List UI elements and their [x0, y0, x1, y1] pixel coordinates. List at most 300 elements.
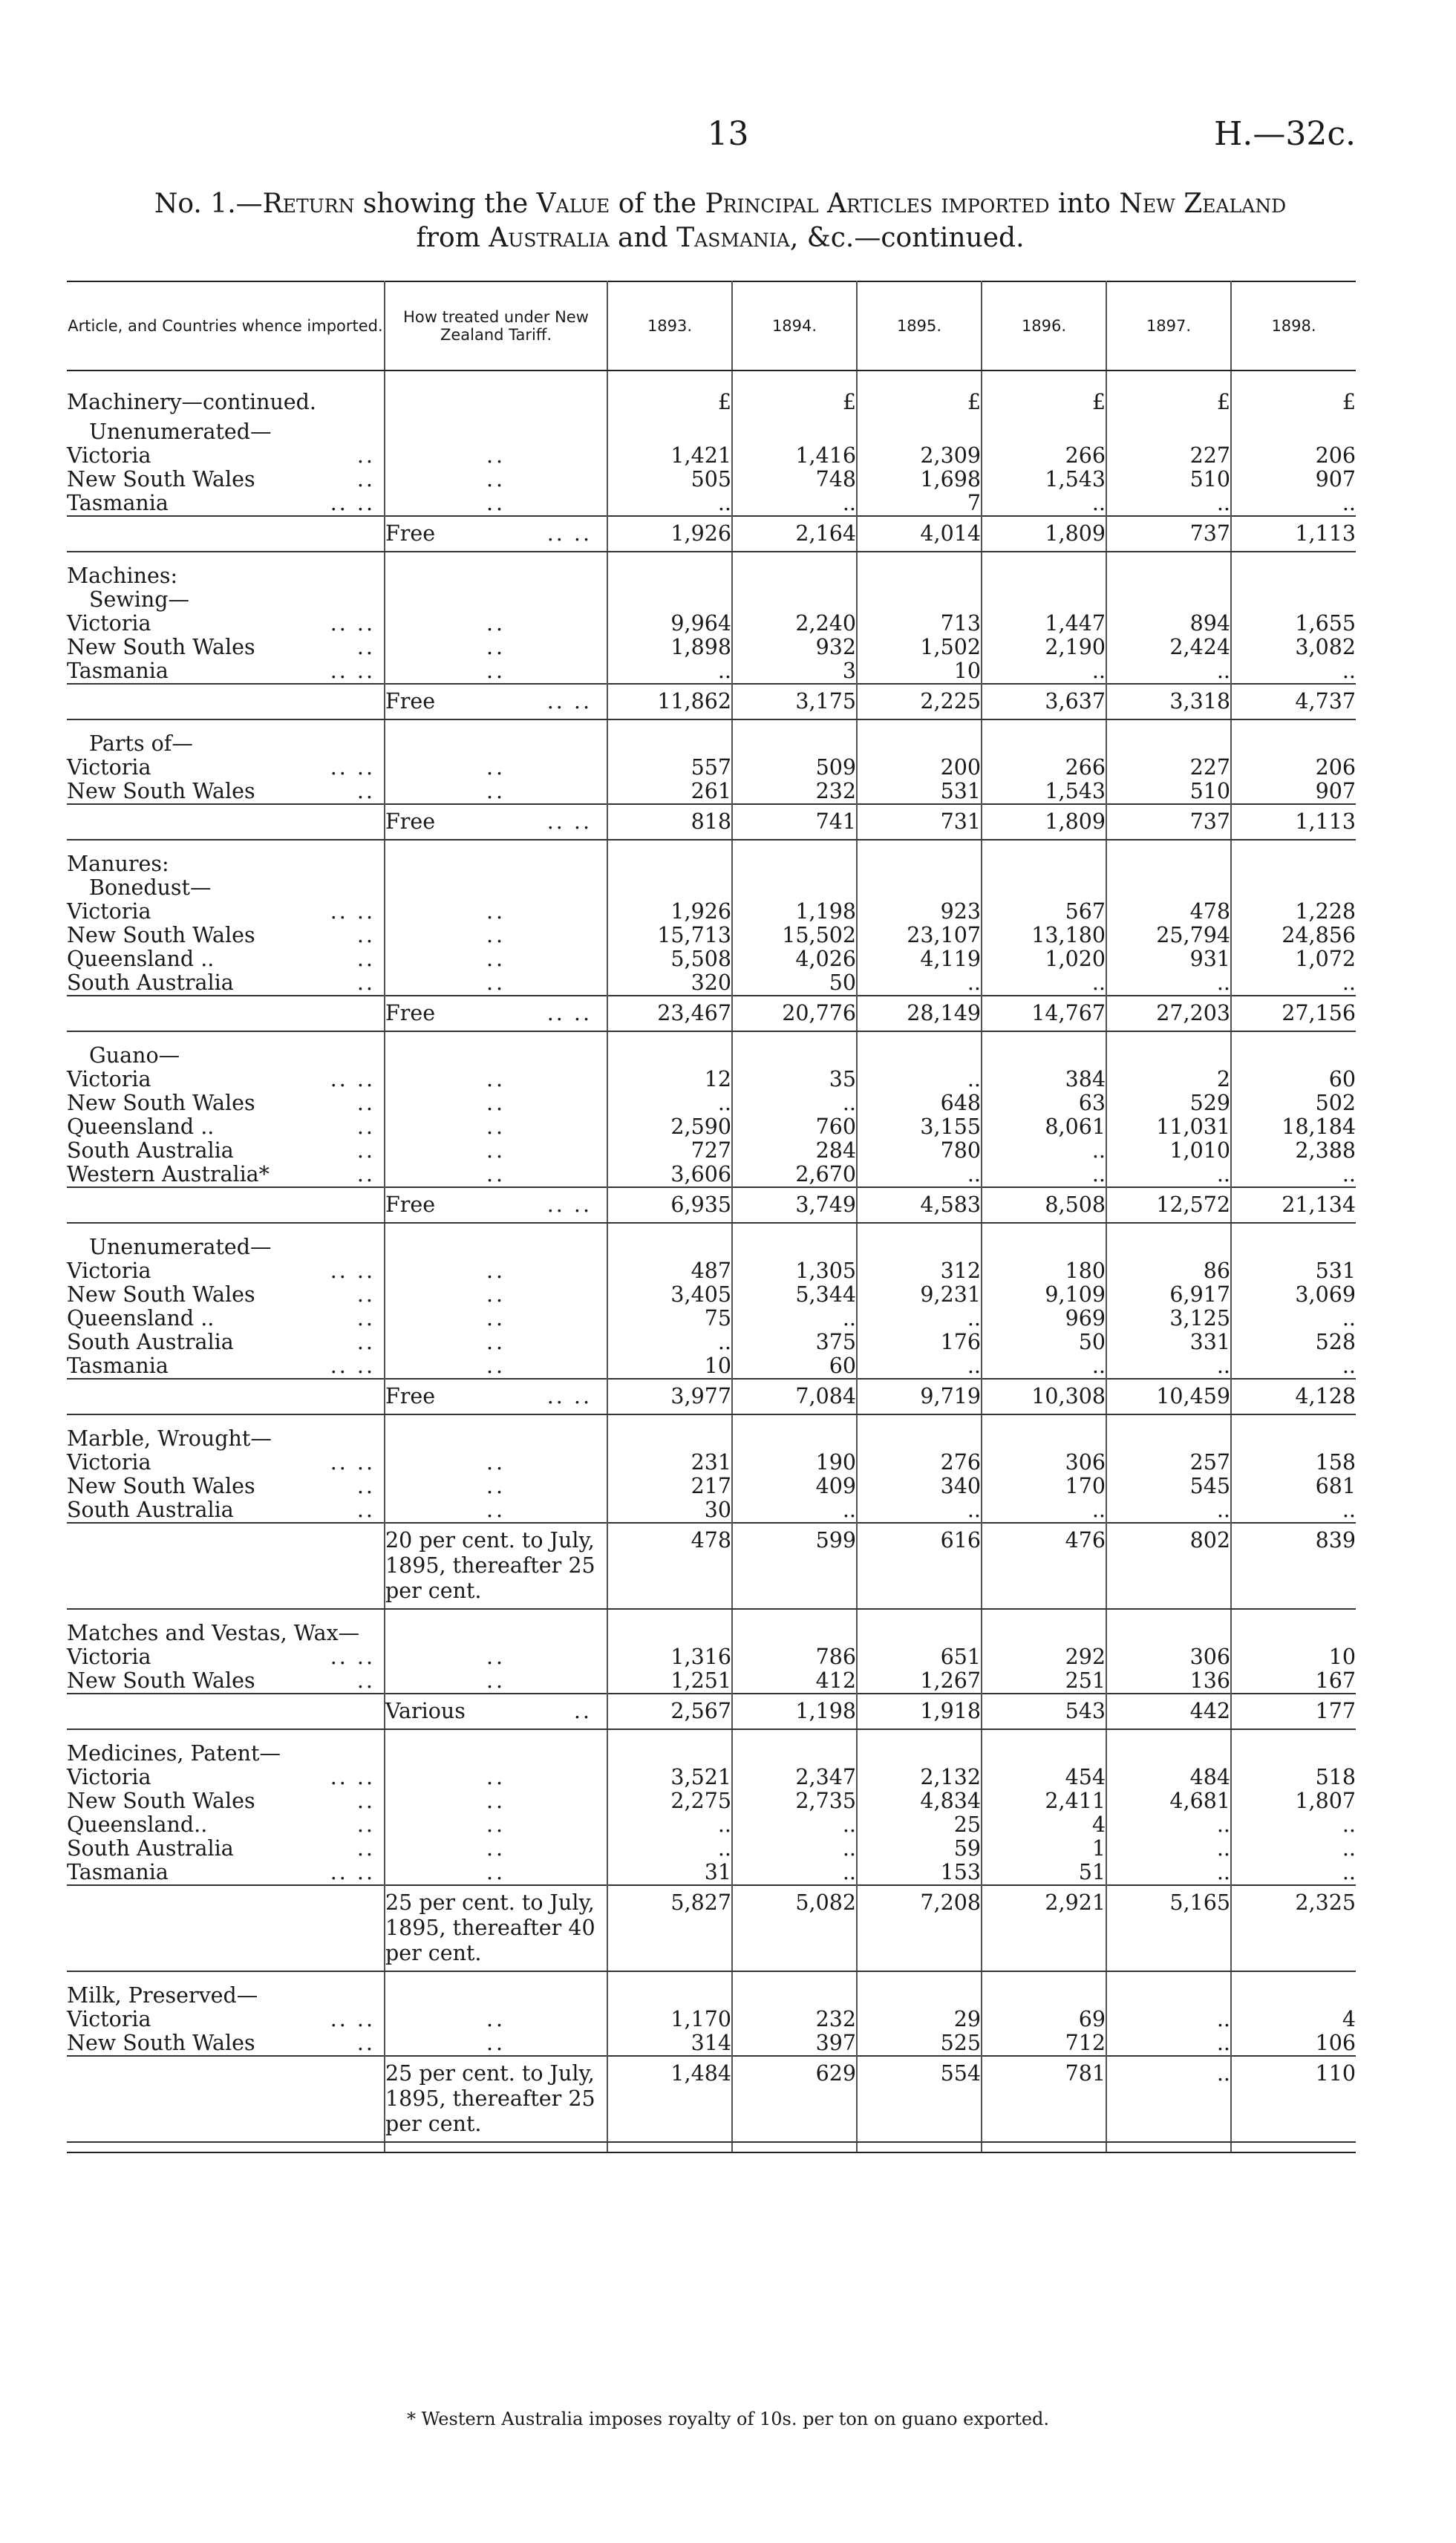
- total-value-cell: 1,918: [857, 1694, 982, 1729]
- value-cell: 2,309: [857, 444, 982, 468]
- value-cell: 487: [607, 1259, 732, 1283]
- value-cell: 1,502: [857, 636, 982, 659]
- value-cell: 1,543: [982, 468, 1106, 492]
- leader-dots: ..: [356, 443, 375, 468]
- value-cell: 510: [1106, 780, 1231, 804]
- spacer-cell: [385, 719, 607, 732]
- country-cell: [67, 1259, 385, 1283]
- tariff-treatment: [385, 2056, 607, 2142]
- total-value-cell: 616: [857, 1523, 982, 1609]
- country-name: South Australia: [67, 1498, 234, 1522]
- total-value-cell: 802: [1106, 1523, 1231, 1609]
- table-row: [67, 636, 1356, 659]
- value-cell: [607, 876, 732, 900]
- spacer-cell: [982, 1223, 1106, 1235]
- country-name: New South Wales: [67, 1474, 255, 1498]
- spacer-cell: [1231, 552, 1356, 564]
- category-heading-row: [67, 1427, 1356, 1451]
- value-cell: 2,275: [607, 1789, 732, 1813]
- value-cell: 12: [607, 1068, 732, 1091]
- value-cell: 1,926: [607, 900, 732, 924]
- leader-dots: .. ..: [330, 1645, 375, 1669]
- value-cell: ..: [1342, 1162, 1356, 1186]
- total-value-cell: 737: [1106, 804, 1231, 840]
- value-cell: 1,698: [857, 468, 982, 492]
- table-row: [67, 971, 1356, 996]
- value-cell: ..: [1106, 1813, 1231, 1837]
- value-cell: [1106, 1622, 1231, 1645]
- spacer-cell: [982, 719, 1106, 732]
- spacer-cell: [982, 1729, 1106, 1742]
- spacer-cell: [1231, 2142, 1356, 2152]
- spacer-cell: [385, 1031, 607, 1044]
- country-cell: [67, 1354, 385, 1379]
- country-cell: [67, 1837, 385, 1861]
- value-cell: 232: [732, 780, 857, 804]
- value-cell: 531: [1315, 1259, 1356, 1283]
- value-cell: 266: [982, 756, 1106, 780]
- footnote: * Western Australia imposes royalty of 10s. per ton on guano exported.: [406, 2409, 1050, 2429]
- table-row: [67, 1813, 1356, 1837]
- value-cell: 136: [1106, 1669, 1231, 1694]
- leader-dots: .. ..: [330, 1067, 375, 1091]
- table-top-spacer: [67, 370, 1356, 391]
- value-cell: ..: [1342, 491, 1356, 515]
- value-cell: ..: [1342, 1860, 1356, 1884]
- spacer-cell: [1106, 1729, 1231, 1742]
- country-name: South Australia: [67, 1836, 234, 1861]
- leader-dots: ..: [356, 1162, 375, 1186]
- value-cell: [1231, 564, 1356, 588]
- category-heading: Matches and Vestas, Wax—: [67, 1622, 385, 1645]
- total-value-cell: 2,325: [1231, 1885, 1356, 1971]
- total-value-cell: 7,208: [857, 1885, 982, 1971]
- country-cell: [67, 1091, 385, 1115]
- group-spacer: [67, 1031, 1356, 1044]
- leader-dots: ..: [356, 947, 375, 971]
- value-cell: ..: [732, 1091, 857, 1115]
- total-value-cell: 629: [732, 2056, 857, 2142]
- tariff-treatment: [385, 1187, 607, 1223]
- value-cell: [982, 1622, 1106, 1645]
- value-cell: 292: [982, 1645, 1106, 1669]
- value-cell: 276: [857, 1451, 982, 1475]
- value-cell: 284: [732, 1139, 857, 1163]
- value-cell: ..: [857, 1068, 982, 1091]
- country-name: New South Wales: [67, 635, 255, 659]
- table-row: [67, 1475, 1356, 1498]
- table-row: [67, 1115, 1356, 1139]
- spacer-cell: [982, 1609, 1106, 1622]
- total-value-cell: 3,175: [732, 684, 857, 719]
- value-cell: 176: [857, 1331, 982, 1354]
- value-cell: [857, 1984, 982, 2008]
- value-cell: [732, 564, 857, 588]
- value-cell: 63: [982, 1091, 1106, 1115]
- tariff-cell: ..: [385, 2008, 607, 2031]
- spacer-cell: [607, 1031, 732, 1044]
- value-cell: ..: [857, 1307, 982, 1331]
- value-cell: [1231, 1235, 1356, 1259]
- value-cell: 1,198: [732, 900, 857, 924]
- group-spacer: [67, 1609, 1356, 1622]
- value-cell: 306: [1106, 1645, 1231, 1669]
- total-value-cell: 7,084: [732, 1379, 857, 1414]
- value-cell: 153: [857, 1861, 982, 1885]
- total-value-cell: 6,935: [607, 1187, 732, 1223]
- value-cell: 2,411: [982, 1789, 1106, 1813]
- country-name: Tasmania: [67, 1860, 169, 1884]
- spacer-cell: [385, 370, 607, 391]
- value-cell: ..: [732, 1498, 857, 1523]
- value-cell: 412: [732, 1669, 857, 1694]
- spacer-cell: [67, 1609, 385, 1622]
- value-cell: [1231, 1984, 1356, 2008]
- value-cell: 9,231: [857, 1283, 982, 1307]
- table-header-row: [67, 281, 1356, 370]
- total-label-cell: [67, 1379, 385, 1414]
- value-cell: ..: [1106, 659, 1231, 684]
- value-cell: [1106, 588, 1231, 612]
- value-cell: 8,061: [982, 1115, 1106, 1139]
- table-row: [67, 1451, 1356, 1475]
- spacer-cell: [732, 1971, 857, 1984]
- leader-dots: ..: [356, 467, 375, 492]
- category-heading-row: [67, 1044, 1356, 1068]
- spacer-cell: [1106, 1971, 1231, 1984]
- spacer-cell: [857, 719, 982, 732]
- group-spacer: [67, 840, 1356, 852]
- country-name: New South Wales: [67, 2031, 255, 2055]
- spacer-cell: [857, 552, 982, 564]
- value-cell: 200: [857, 756, 982, 780]
- value-cell: 567: [982, 900, 1106, 924]
- total-label-cell: [67, 996, 385, 1031]
- value-cell: 60: [732, 1354, 857, 1379]
- value-cell: [1231, 732, 1356, 756]
- value-cell: 2,735: [732, 1789, 857, 1813]
- value-cell: 320: [607, 971, 732, 996]
- table-row: [67, 1331, 1356, 1354]
- value-cell: 180: [982, 1259, 1106, 1283]
- value-cell: 257: [1106, 1451, 1231, 1475]
- total-value-cell: 2,567: [607, 1694, 732, 1729]
- value-cell: [607, 1984, 732, 2008]
- value-cell: 4: [1342, 2007, 1356, 2031]
- column-header-year: 1897.: [1106, 281, 1231, 370]
- country-cell: [67, 971, 385, 996]
- spacer-cell: [67, 840, 385, 852]
- spacer-cell: [607, 1729, 732, 1742]
- tariff-text: Free: [385, 1001, 436, 1025]
- total-label-cell: [67, 1885, 385, 1971]
- total-value-cell: 3,749: [732, 1187, 857, 1223]
- value-cell: 786: [732, 1645, 857, 1669]
- value-cell: 409: [732, 1475, 857, 1498]
- value-cell: [1106, 1984, 1231, 2008]
- leader-dots: .. ..: [330, 611, 375, 636]
- value-cell: 727: [607, 1139, 732, 1163]
- table-row: [67, 900, 1356, 924]
- value-cell: 51: [982, 1861, 1106, 1885]
- total-row: [67, 684, 1356, 719]
- leader-dots: ..: [356, 635, 375, 659]
- spacer-cell: [607, 1223, 732, 1235]
- value-cell: 75: [607, 1307, 732, 1331]
- spacer-cell: [732, 1729, 857, 1742]
- category-heading: Machinery—continued.: [67, 391, 385, 420]
- value-cell: [607, 1742, 732, 1766]
- leader-dots: ..: [356, 779, 375, 803]
- spacer-cell: [732, 370, 857, 391]
- value-cell: [607, 588, 732, 612]
- tariff-cell: ..: [385, 1789, 607, 1813]
- value-cell: ..: [857, 971, 982, 996]
- country-cell: [67, 1283, 385, 1307]
- tariff-cell: ..: [385, 1645, 607, 1669]
- value-cell: 907: [1315, 779, 1356, 803]
- value-cell: [732, 876, 857, 900]
- leader-dots: ..: [356, 1114, 375, 1139]
- tariff-text: Free: [385, 1384, 436, 1408]
- tariff-cell: ..: [385, 1451, 607, 1475]
- value-cell: 2,240: [732, 612, 857, 636]
- value-cell: ..: [1106, 1163, 1231, 1187]
- group-spacer: [67, 1223, 1356, 1235]
- table-row: [67, 1307, 1356, 1331]
- country-cell: [67, 1861, 385, 1885]
- value-cell: 231: [607, 1451, 732, 1475]
- spacer-cell: [1106, 1609, 1231, 1622]
- value-cell: 340: [857, 1475, 982, 1498]
- value-cell: 312: [857, 1259, 982, 1283]
- country-name: Victoria: [67, 1259, 151, 1283]
- country-name: Victoria: [67, 1450, 151, 1475]
- value-cell: [607, 1427, 732, 1451]
- total-value-cell: 4,014: [857, 516, 982, 552]
- category-heading: Marble, Wrought—: [67, 1427, 385, 1451]
- currency-symbol: £: [607, 391, 732, 420]
- tariff-cell: ..: [385, 1813, 607, 1837]
- tariff-cell: ..: [385, 1861, 607, 1885]
- value-cell: [857, 564, 982, 588]
- country-cell: [67, 612, 385, 636]
- spacer-cell: [1106, 1414, 1231, 1427]
- total-value-cell: 10,459: [1106, 1379, 1231, 1414]
- table-row: [67, 659, 1356, 684]
- total-value-cell: 442: [1106, 1694, 1231, 1729]
- value-cell: [1106, 852, 1231, 876]
- value-cell: 557: [607, 756, 732, 780]
- total-value-cell: 543: [982, 1694, 1106, 1729]
- spacer-cell: [982, 1031, 1106, 1044]
- country-name: Queensland ..: [67, 947, 215, 971]
- imports-table: [67, 281, 1356, 2153]
- leader-dots: .. ..: [330, 1354, 375, 1378]
- total-value-cell: 28,149: [857, 996, 982, 1031]
- tariff-text: Free: [385, 1192, 436, 1217]
- column-header-article: Article, and Countries whence imported.: [67, 281, 385, 370]
- tariff-cell: ..: [385, 1068, 607, 1091]
- value-cell: ..: [1342, 1306, 1356, 1331]
- value-cell: 545: [1106, 1475, 1231, 1498]
- value-cell: 11,031: [1106, 1115, 1231, 1139]
- country-name: Victoria: [67, 1765, 151, 1789]
- total-value-cell: 4,737: [1231, 684, 1356, 719]
- table-row: [67, 612, 1356, 636]
- value-cell: ..: [607, 659, 732, 684]
- tariff-cell: [385, 420, 607, 444]
- value-cell: [1106, 1235, 1231, 1259]
- spacer-cell: [1106, 552, 1231, 564]
- spacer-cell: [67, 1971, 385, 1984]
- leader-dots: ..: [356, 1474, 375, 1498]
- value-cell: 10: [1328, 1645, 1356, 1669]
- value-cell: 7: [857, 492, 982, 516]
- tariff-cell: ..: [385, 2031, 607, 2056]
- spacer-cell: [732, 2142, 857, 2152]
- value-cell: 525: [857, 2031, 982, 2056]
- value-cell: 9,109: [982, 1283, 1106, 1307]
- leader-dots: .. ..: [330, 1450, 375, 1475]
- value-cell: 907: [1315, 467, 1356, 492]
- country-name: New South Wales: [67, 1282, 255, 1307]
- value-cell: 24,856: [1282, 923, 1356, 947]
- country-name: Tasmania: [67, 1354, 169, 1378]
- value-cell: 648: [857, 1091, 982, 1115]
- tariff-text: Free: [385, 521, 436, 546]
- spacer-cell: [857, 370, 982, 391]
- value-cell: 1,251: [607, 1669, 732, 1694]
- total-value-cell: 1,926: [607, 516, 732, 552]
- leader-dots: .. ..: [330, 659, 375, 683]
- value-cell: 712: [982, 2031, 1106, 2056]
- country-cell: [67, 1331, 385, 1354]
- spacer-cell: [857, 1223, 982, 1235]
- value-cell: ..: [857, 1163, 982, 1187]
- value-cell: [982, 1235, 1106, 1259]
- table-row: [67, 1498, 1356, 1523]
- leader-dots: .. ..: [330, 1860, 375, 1884]
- total-value-cell: 1,113: [1231, 516, 1356, 552]
- spacer-cell: [385, 1971, 607, 1984]
- value-cell: [1106, 1044, 1231, 1068]
- value-cell: 170: [982, 1475, 1106, 1498]
- table-row: [67, 1669, 1356, 1694]
- spacer-cell: [732, 719, 857, 732]
- value-cell: 30: [607, 1498, 732, 1523]
- tariff-treatment: [385, 1885, 607, 1971]
- value-cell: ..: [982, 1163, 1106, 1187]
- group-spacer: [67, 552, 1356, 564]
- value-cell: ..: [982, 1139, 1106, 1163]
- tariff-cell: [385, 564, 607, 588]
- table-row: [67, 1354, 1356, 1379]
- leader-dots: ..: [356, 1091, 375, 1115]
- spacer-cell: [67, 1414, 385, 1427]
- category-heading: Unenumerated—: [67, 1235, 385, 1259]
- table-row: [67, 924, 1356, 947]
- value-cell: 1: [982, 1837, 1106, 1861]
- category-heading-row: [67, 732, 1356, 756]
- value-cell: 3,082: [1295, 635, 1356, 659]
- total-value-cell: 177: [1231, 1694, 1356, 1729]
- country-cell: [67, 1163, 385, 1187]
- value-cell: 932: [732, 636, 857, 659]
- value-cell: 1,072: [1295, 947, 1356, 971]
- value-cell: [607, 1235, 732, 1259]
- value-cell: 4: [982, 1813, 1106, 1837]
- country-name: Victoria: [67, 1067, 151, 1091]
- value-cell: 167: [1315, 1668, 1356, 1693]
- value-cell: 217: [607, 1475, 732, 1498]
- tariff-cell: ..: [385, 1766, 607, 1789]
- value-cell: 3,405: [607, 1283, 732, 1307]
- value-cell: [982, 1984, 1106, 2008]
- value-cell: ..: [1106, 2008, 1231, 2031]
- total-value-cell: 599: [732, 1523, 857, 1609]
- spacer-cell: [607, 1971, 732, 1984]
- value-cell: 206: [1315, 755, 1356, 780]
- value-cell: [857, 876, 982, 900]
- value-cell: 3,521: [607, 1766, 732, 1789]
- value-cell: 2,424: [1106, 636, 1231, 659]
- value-cell: 1,807: [1295, 1789, 1356, 1813]
- spacer-cell: [1106, 370, 1231, 391]
- country-name: South Australia: [67, 1330, 234, 1354]
- value-cell: 3,606: [607, 1163, 732, 1187]
- category-heading: Machines:: [67, 564, 385, 588]
- value-cell: ..: [1106, 1861, 1231, 1885]
- tariff-treatment: [385, 1379, 607, 1414]
- leader-dots: ..: [356, 1498, 375, 1522]
- country-name: South Australia: [67, 1138, 234, 1163]
- category-heading-row: [67, 1742, 1356, 1766]
- category-heading: Guano—: [67, 1044, 385, 1068]
- page-number: 13: [707, 115, 749, 153]
- value-cell: ..: [732, 1861, 857, 1885]
- tariff-cell: ..: [385, 924, 607, 947]
- spacer-cell: [607, 840, 732, 852]
- table-row: [67, 468, 1356, 492]
- value-cell: [1231, 876, 1356, 900]
- category-heading-row: [67, 420, 1356, 444]
- leader-dots: .. ..: [330, 1765, 375, 1789]
- country-name: New South Wales: [67, 923, 255, 947]
- table-row: [67, 1861, 1356, 1885]
- tariff-cell: ..: [385, 1115, 607, 1139]
- table-row: [67, 492, 1356, 516]
- tariff-cell: [385, 876, 607, 900]
- table-row: [67, 444, 1356, 468]
- country-cell: [67, 756, 385, 780]
- tariff-text: Free: [385, 689, 436, 714]
- value-cell: 25,794: [1106, 924, 1231, 947]
- value-cell: 509: [732, 756, 857, 780]
- group-spacer: [67, 1414, 1356, 1427]
- category-heading-row: [67, 1235, 1356, 1259]
- spacer-cell: [67, 552, 385, 564]
- page-title: [67, 187, 1374, 255]
- total-row: [67, 1379, 1356, 1414]
- value-cell: 50: [982, 1331, 1106, 1354]
- value-cell: ..: [732, 1307, 857, 1331]
- country-name: Tasmania: [67, 491, 169, 515]
- value-cell: ..: [1342, 1812, 1356, 1837]
- spacer-cell: [385, 1729, 607, 1742]
- value-cell: 531: [857, 780, 982, 804]
- value-cell: 1,170: [607, 2008, 732, 2031]
